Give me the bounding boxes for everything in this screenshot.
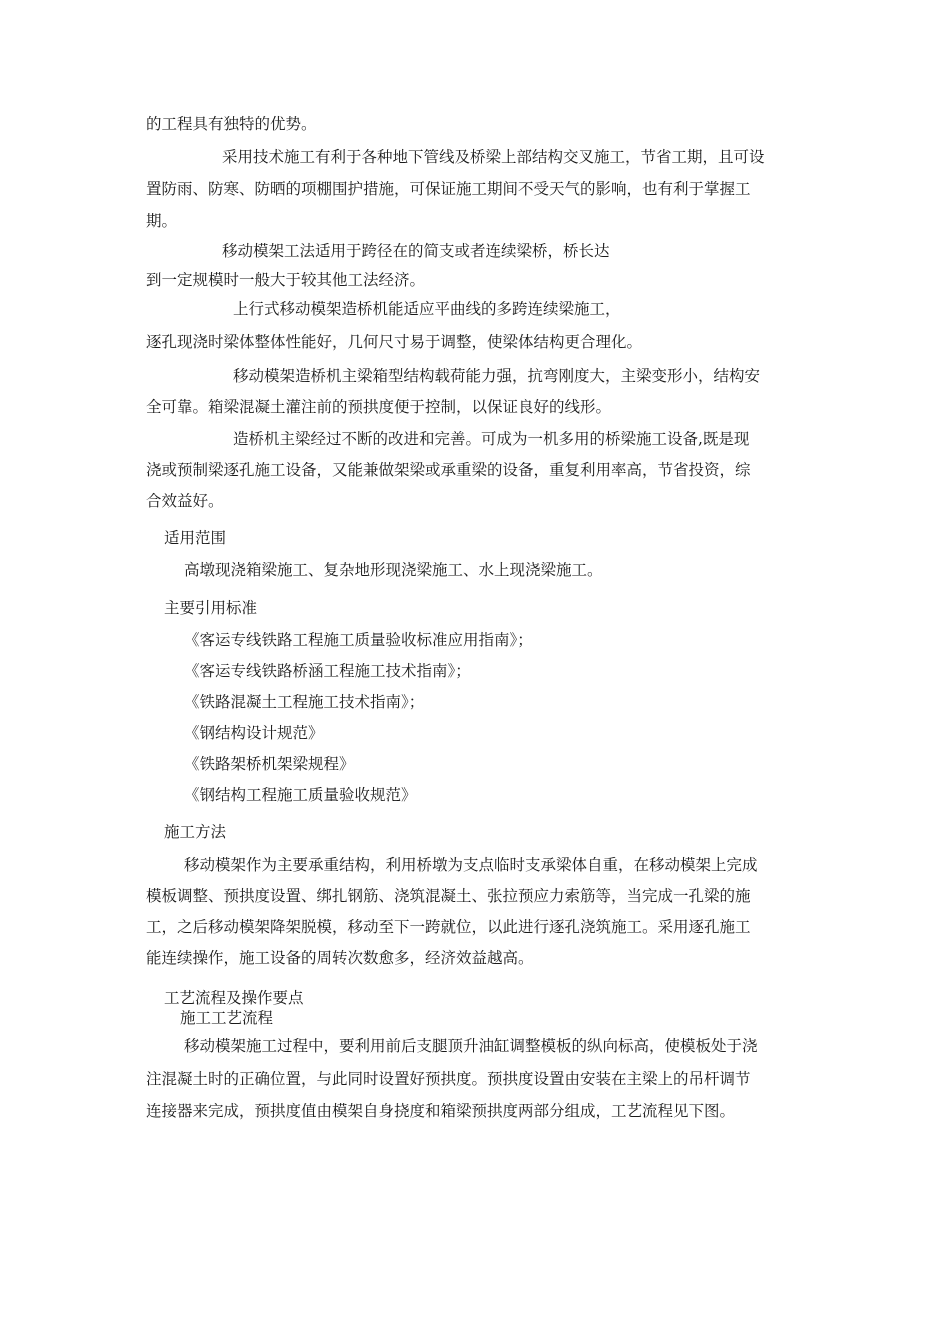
paragraph-line: 连接器来完成，预拱度值由模架自身挠度和箱梁预拱度两部分组成，工艺流程见下图。 <box>146 1102 736 1120</box>
paragraph-line: 合效益好。 <box>146 492 224 510</box>
paragraph-line: 模板调整、预拱度设置、绑扎钢筋、浇筑混凝土、张拉预应力索筋等，当完成一孔梁的施 <box>146 887 751 905</box>
section-heading-process: 工艺流程及操作要点 <box>164 989 304 1007</box>
standard-item: 《钢结构设计规范》 <box>184 724 324 742</box>
paragraph-line: 移动模架作为主要承重结构，利用桥墩为支点临时支承梁体自重，在移动模架上完成 <box>184 856 758 874</box>
paragraph-line: 能连续操作，施工设备的周转次数愈多，经济效益越高。 <box>146 949 534 967</box>
paragraph-line: 全可靠。箱梁混凝土灌注前的预拱度便于控制，以保证良好的线形。 <box>146 398 612 416</box>
paragraph-line: 移动模架施工过程中，要利用前后支腿顶升油缸调整模板的纵向标高，使模板处于浇 <box>184 1037 758 1055</box>
section-heading-standards: 主要引用标准 <box>164 599 258 617</box>
paragraph-line: 逐孔现浇时梁体整体性能好，几何尺寸易于调整，使梁体结构更合理化。 <box>146 333 643 351</box>
standard-item: 《铁路混凝土工程施工技术指南》； <box>184 693 425 711</box>
standard-item: 《铁路架桥机架梁规程》 <box>184 755 355 773</box>
paragraph-line: 移动模架造桥机主梁箱型结构载荷能力强，抗弯刚度大，主梁变形小，结构安 <box>233 367 761 385</box>
subsection-heading: 施工工艺流程 <box>180 1009 274 1027</box>
paragraph-line: 注混凝土时的正确位置，与此同时设置好预拱度。预拱度设置由安装在主梁上的吊杆调节 <box>146 1070 751 1088</box>
scope-text: 高墩现浇箱梁施工、复杂地形现浇梁施工、水上现浇梁施工。 <box>184 561 603 579</box>
paragraph-line: 造桥机主梁经过不断的改进和完善。可成为一机多用的桥梁施工设备,既是现 <box>233 430 750 448</box>
paragraph-line: 移动模架工法适用于跨径在的简支或者连续梁桥，桥长达 <box>222 242 610 260</box>
paragraph-line: 浇或预制梁逐孔施工设备，又能兼做架梁或承重梁的设备，重复利用率高，节省投资，综 <box>146 461 751 479</box>
section-heading-scope: 适用范围 <box>164 529 227 547</box>
intro-line: 的工程具有独特的优势。 <box>146 115 317 133</box>
standard-item: 《客运专线铁路工程施工质量验收标准应用指南》； <box>184 631 533 649</box>
paragraph-line: 工，之后移动模架降架脱模，移动至下一跨就位，以此进行逐孔浇筑施工。采用逐孔施工 <box>146 918 751 936</box>
section-heading-method: 施工方法 <box>164 823 227 841</box>
paragraph-line: 采用技术施工有利于各种地下管线及桥梁上部结构交叉施工，节省工期，且可设 <box>222 148 765 166</box>
paragraph-line: 到一定规模时一般大于较其他工法经济。 <box>146 271 426 289</box>
paragraph-line: 上行式移动模架造桥机能适应平曲线的多跨连续梁施工， <box>233 300 621 318</box>
standard-item: 《客运专线铁路桥涵工程施工技术指南》； <box>184 662 471 680</box>
paragraph-line: 期。 <box>146 212 178 230</box>
standard-item: 《钢结构工程施工质量验收规范》 <box>184 786 417 804</box>
paragraph-line: 置防雨、防寒、防晒的项棚围护措施，可保证施工期间不受天气的影响，也有利于掌握工 <box>146 180 751 198</box>
